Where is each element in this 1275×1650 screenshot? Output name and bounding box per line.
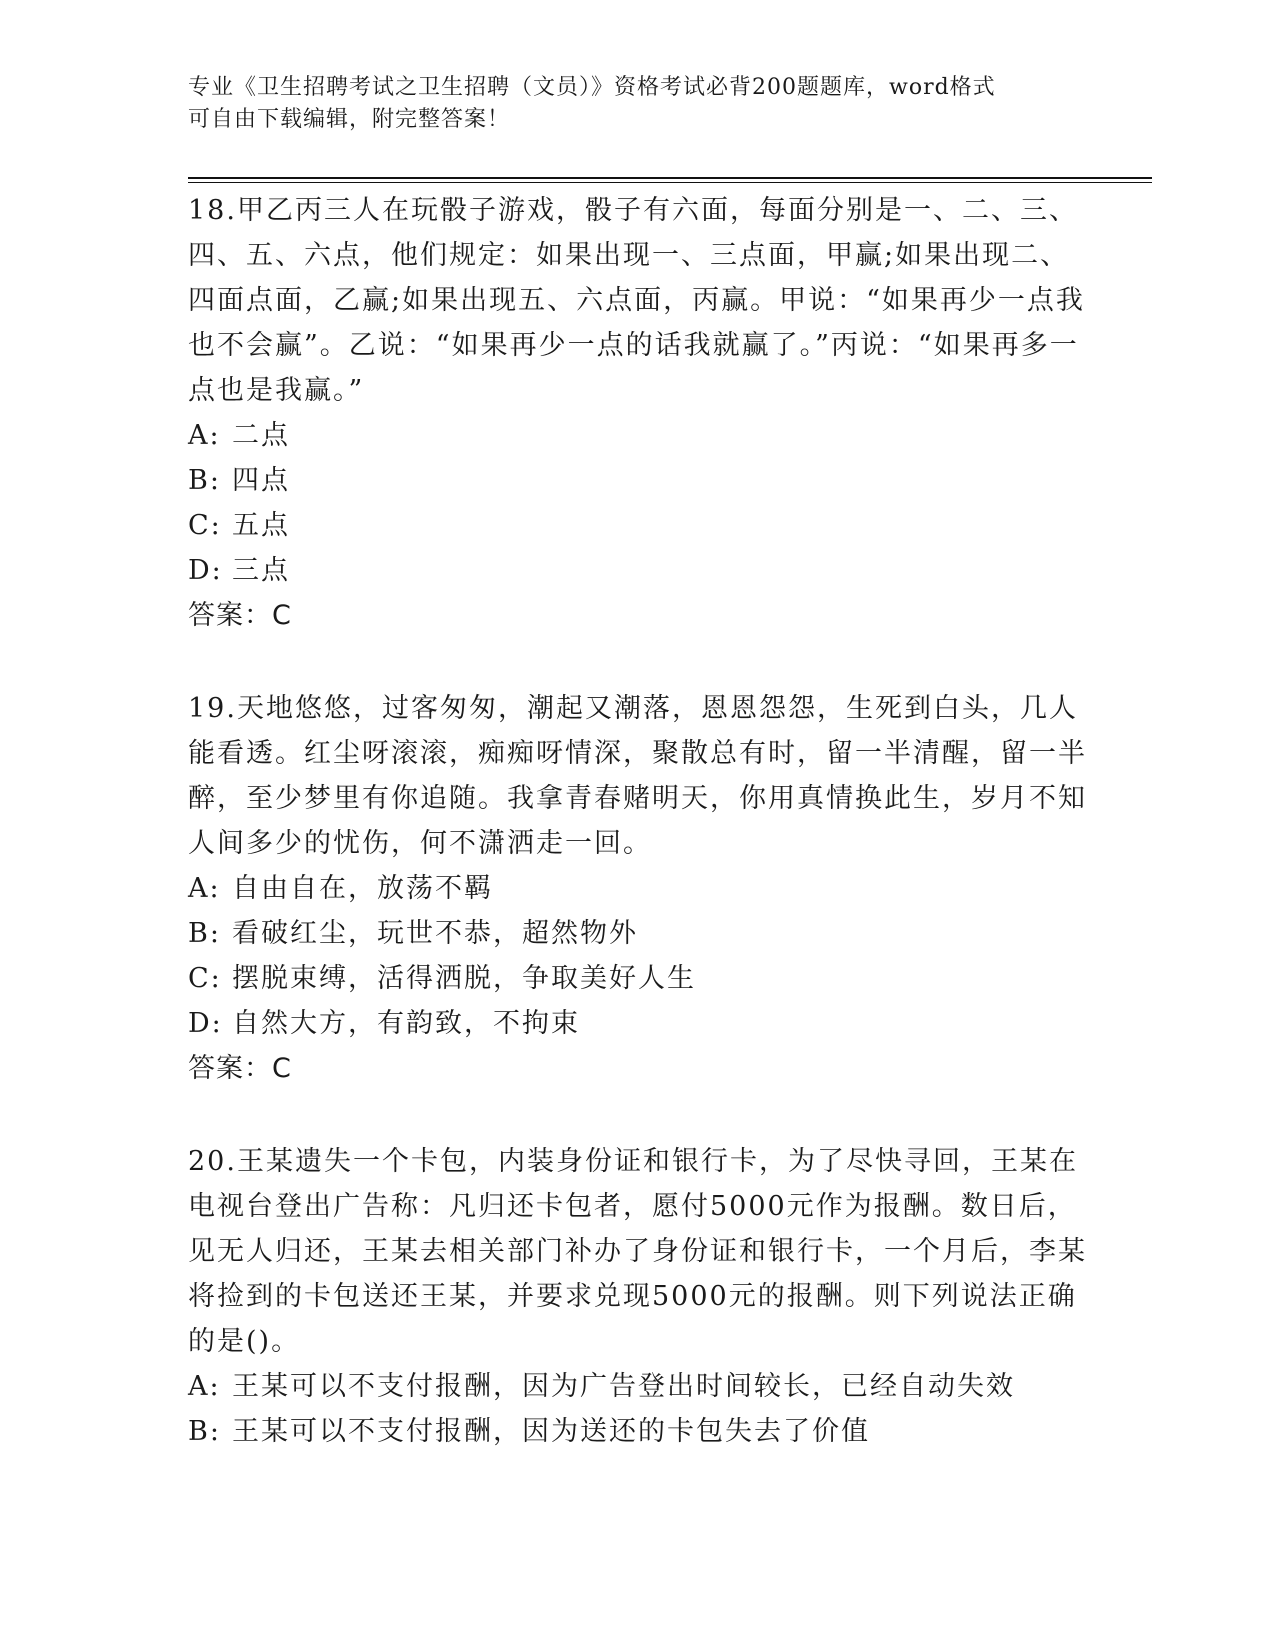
answer-line: 答案：C [188, 1053, 292, 1084]
option-text: 王某可以不支付报酬，因为广告登出时间较长，已经自动失效 [232, 1371, 1015, 1402]
option-text: 四点 [232, 465, 290, 496]
option-text: 看破红尘，玩世不恭，超然物外 [232, 918, 638, 949]
option-key: D: [188, 555, 223, 586]
question-19 [188, 686, 1088, 1091]
option-a [188, 1364, 1088, 1409]
header-line-1: 专业《卫生招聘考试之卫生招聘（文员）》资格考试必背200题题库，word格式 [188, 75, 996, 100]
option-key: C: [188, 963, 222, 994]
option-text: 王某可以不支付报酬，因为送还的卡包失去了价值 [232, 1416, 870, 1447]
option-b [188, 1409, 1088, 1454]
option-d [188, 1001, 1088, 1046]
option-key: C: [188, 510, 222, 541]
option-b [188, 911, 1088, 956]
option-text: 自然大方，有韵致，不拘束 [232, 1008, 580, 1039]
document-header [188, 72, 1068, 136]
header-divider-thick [188, 177, 1152, 179]
header-divider-thin [188, 182, 1152, 183]
question-stem: 20.王某遗失一个卡包，内装身份证和银行卡，为了尽快寻回，王某在电视台登出广告称：凡归还卡包者，愿付5000元作为报酬。数日后，见无人归还，王某去相关部门补办了身份证和银行卡，一个月后，李某将捡到的卡包送还王某，并要求兑现5000元的报酬。则下列说法正确的是()。 [188, 1146, 1087, 1357]
option-key: B: [188, 465, 221, 496]
answer-line: 答案：C [188, 600, 292, 631]
option-text: 三点 [232, 555, 290, 586]
option-key: A: [188, 873, 221, 904]
question-stem: 19.天地悠悠，过客匆匆，潮起又潮落，恩恩怨怨，生死到白头，几人能看透。红尘呀滚滚，痴痴呀情深，聚散总有时，留一半清醒，留一半醉，至少梦里有你追随。我拿青春赌明天，你用真情换此生，岁月不知人间多少的忧伤，何不潇洒走一回。 [188, 693, 1087, 859]
question-stem: 18.甲乙丙三人在玩骰子游戏，骰子有六面，每面分别是一、二、三、四、五、六点，他们规定：如果出现一、三点面，甲赢;如果出现二、四面点面，乙赢;如果出现五、六点面，丙赢。甲说：“如果再少一点我也不会赢”。乙说：“如果再少一点的话我就赢了。”丙说：“如果再多一点也是我赢。” [188, 195, 1085, 406]
option-c [188, 956, 1088, 1001]
header-line-2: 可自由下载编辑，附完整答案！ [188, 107, 511, 132]
option-a [188, 866, 1088, 911]
option-b [188, 458, 1088, 503]
question-list [188, 188, 1088, 1502]
option-key: B: [188, 918, 221, 949]
option-d [188, 548, 1088, 593]
option-text: 五点 [232, 510, 290, 541]
option-text: 自由自在，放荡不羁 [232, 873, 493, 904]
option-text: 二点 [232, 420, 290, 451]
option-c [188, 503, 1088, 548]
option-key: B: [188, 1416, 221, 1447]
question-20 [188, 1139, 1088, 1454]
option-key: A: [188, 420, 221, 451]
question-18 [188, 188, 1088, 638]
option-key: A: [188, 1371, 221, 1402]
option-key: D: [188, 1008, 223, 1039]
option-text: 摆脱束缚，活得洒脱，争取美好人生 [232, 963, 696, 994]
option-a [188, 413, 1088, 458]
